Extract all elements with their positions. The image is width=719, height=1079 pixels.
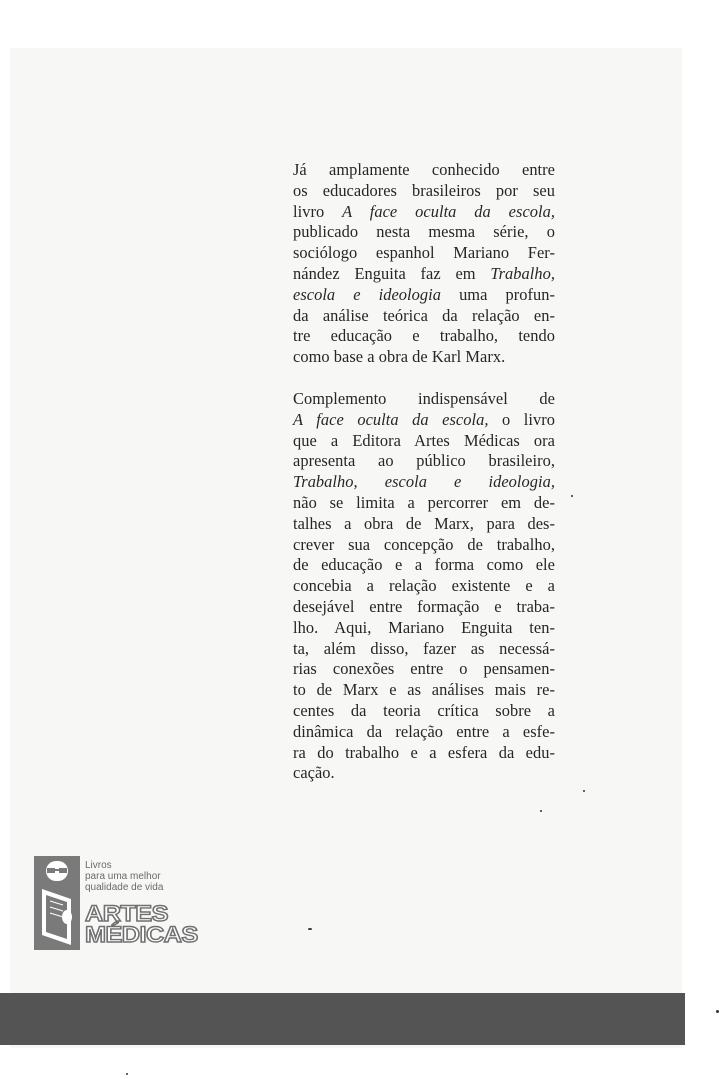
scan-speck	[540, 810, 542, 812]
text-line	[293, 431, 555, 452]
text-run: uma profun-	[441, 284, 556, 304]
scan-speck	[308, 928, 312, 930]
text-run: talhes a obra de Marx, para des-	[293, 513, 555, 533]
text-line	[293, 389, 555, 410]
text-run: Complemento indispensável de	[293, 388, 555, 408]
text-run: da análise teórica da relação en-	[293, 305, 555, 325]
text-line	[293, 763, 555, 784]
paragraph	[293, 160, 555, 368]
text-line	[293, 410, 555, 431]
text-line	[293, 493, 555, 514]
scan-speck	[583, 790, 585, 792]
publisher-logo	[33, 855, 213, 955]
text-run: publicado nesta mesma série, o	[293, 222, 555, 242]
text-run: dinâmica da relação entre a esfe-	[293, 721, 555, 741]
italic-title: escola e ideologia	[293, 284, 441, 304]
text-line	[293, 326, 555, 347]
italic-title: A face oculta da escola,	[342, 201, 556, 221]
cover-bottom-band	[0, 993, 685, 1045]
slogan-line: qualidade de vida	[85, 882, 164, 893]
text-line	[293, 743, 555, 764]
publisher-name	[85, 903, 198, 945]
text-run: centes da teoria crítica sobre a	[293, 700, 555, 720]
text-line	[293, 597, 555, 618]
publisher-slogan	[85, 860, 163, 893]
back-cover-text	[293, 160, 555, 784]
italic-title: Trabalho,	[490, 263, 555, 283]
text-line	[293, 306, 555, 327]
text-line	[293, 618, 555, 639]
text-line	[293, 555, 555, 576]
text-run: cação.	[293, 763, 335, 783]
text-run: rias conexões entre o pensamen-	[293, 659, 555, 679]
slogan-line: para uma melhor	[85, 871, 161, 882]
italic-title: Trabalho, escola e ideologia,	[293, 472, 555, 492]
text-line	[293, 659, 555, 680]
text-run: ra do trabalho e a esfera da edu-	[293, 742, 555, 762]
text-run: como base a obra de Karl Marx.	[293, 347, 506, 367]
text-run: to de Marx e as análises mais re-	[293, 680, 555, 700]
text-line	[293, 680, 555, 701]
text-line	[293, 160, 555, 181]
text-line	[293, 347, 555, 368]
text-run: não se limita a percorrer em de-	[293, 492, 555, 512]
text-line	[293, 472, 555, 493]
scan-speck	[126, 1073, 128, 1075]
text-run: livro	[293, 201, 343, 221]
text-run: o livro	[488, 409, 556, 429]
italic-title: A face oculta da escola,	[293, 409, 489, 429]
text-run: de educação e a forma como ele	[293, 555, 555, 575]
brand-line: MÉDICAS	[85, 922, 198, 947]
text-run: ta, além disso, fazer as necessá-	[293, 638, 555, 658]
text-run: sociólogo espanhol Mariano Fer-	[293, 243, 555, 263]
scan-speck	[571, 495, 573, 497]
text-line	[293, 722, 555, 743]
text-line	[293, 202, 555, 223]
text-line	[293, 222, 555, 243]
text-run: nández Enguita faz em	[293, 263, 491, 283]
text-line	[293, 285, 555, 306]
brand-line: ARTES	[85, 901, 168, 926]
text-run: desejável entre formação e traba-	[293, 596, 555, 616]
text-line	[293, 701, 555, 722]
text-line	[293, 243, 555, 264]
text-run: crever sua concepção de trabalho,	[293, 534, 555, 554]
paragraph	[293, 389, 555, 784]
text-run: tre educação e trabalho, tendo	[293, 326, 555, 346]
text-run: que a Editora Artes Médicas ora	[293, 430, 555, 450]
text-line	[293, 639, 555, 660]
text-line	[293, 181, 555, 202]
text-line	[293, 535, 555, 556]
text-run: os educadores brasileiros por seu	[293, 180, 555, 200]
text-run: Já amplamente conhecido entre	[293, 160, 555, 179]
text-line	[293, 514, 555, 535]
text-run: concebia a relação existente e a	[293, 576, 555, 596]
text-run: apresenta ao público brasileiro,	[293, 451, 555, 471]
text-line	[293, 264, 555, 285]
text-line	[293, 576, 555, 597]
reader-with-book-icon	[33, 855, 81, 951]
slogan-line: Livros	[85, 860, 112, 871]
text-line	[293, 451, 555, 472]
text-run: lho. Aqui, Mariano Enguita ten-	[293, 617, 555, 637]
